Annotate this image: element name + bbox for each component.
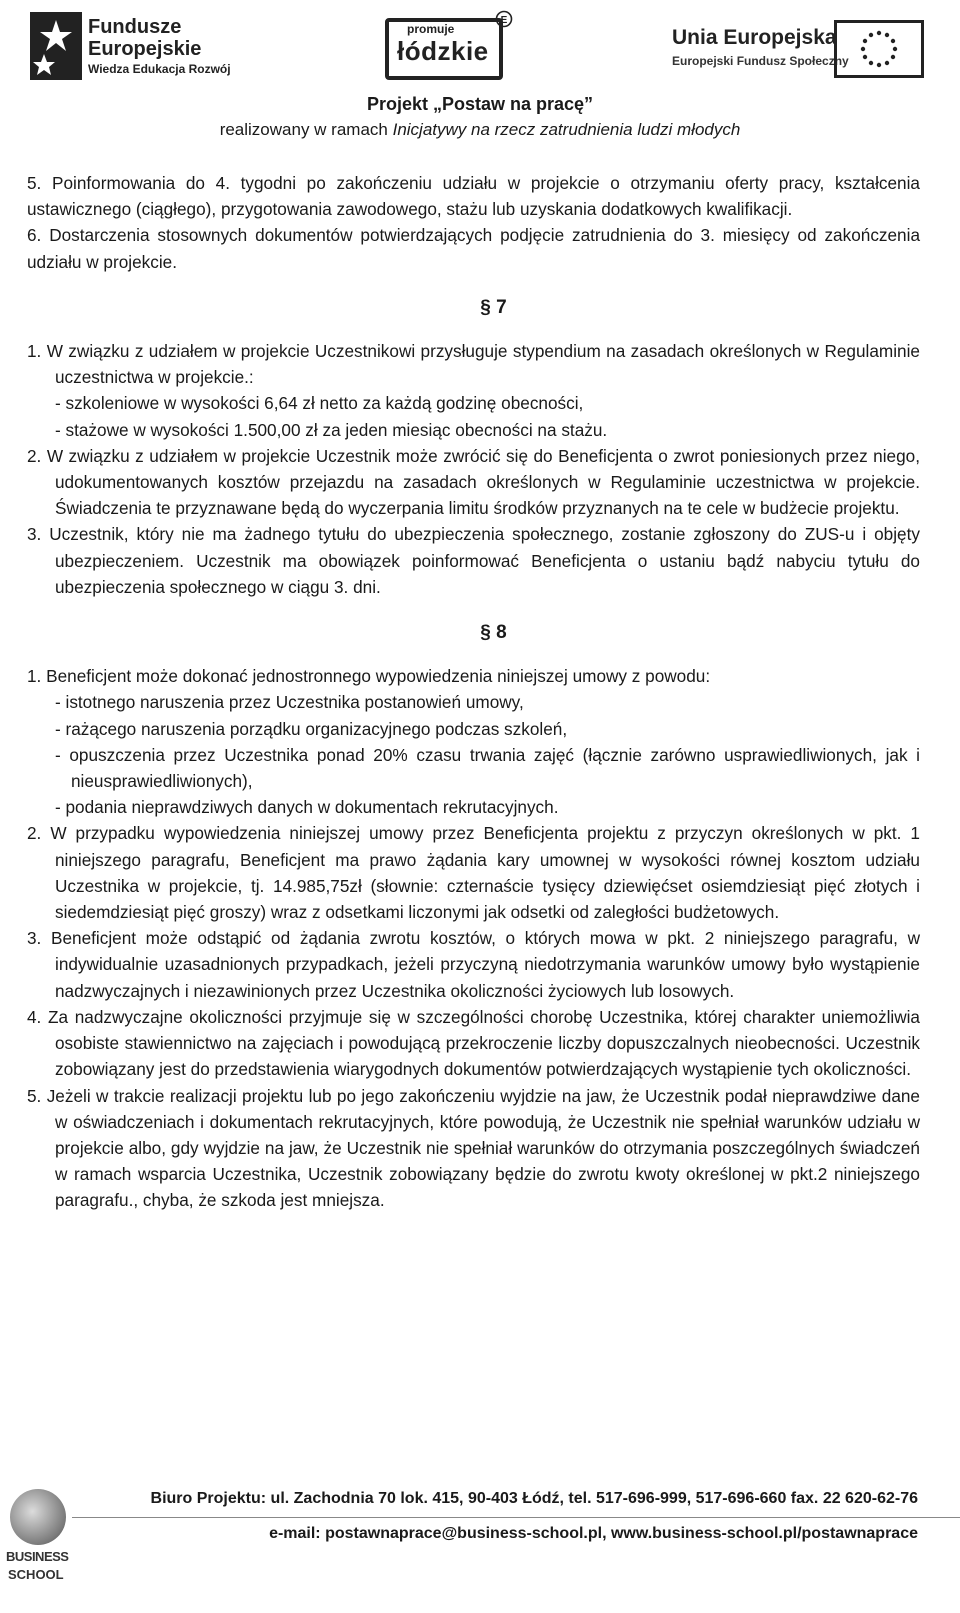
promuje-lodzkie-logo (385, 10, 515, 85)
s8-paragraph-1-item-a: - istotnego naruszenia przez Uczestnika postanowień umowy, (55, 692, 524, 713)
s8-paragraph-1-item-d: - podania nieprawdziwych danych w dokumentach rekrutacyjnych. (55, 797, 559, 818)
s8-paragraph-5: 5. Jeżeli w trakcie realizacji projektu lub po jego zakończeniu wyjdzie na jaw, że Uczestnik podał nieprawdziwe dane w oświadczeniach i dokumentach rekrutacyjnych, które powodują, że Uczestnik nie spełniał warunków udziału w projekcie albo, gdy wyjdzie na jaw, że Uczestnik nie spełniał warunków do otrzymania poszczególnych świadczeń w ramach wsparcia Uczestnika, Uczestnik zobowiązany będzie do zwrotu kwoty określonej w pkt.2 niniejszego paragrafu., chyba, że szkoda jest mniejsza. (27, 1085, 920, 1211)
page-footer (0, 1480, 960, 1613)
s7-paragraph-1: 1. W związku z udziałem w projekcie Uczestnikowi przysługuje stypendium na zasadach określonych w Regulaminie uczestnictwa w projekcie.: (27, 341, 920, 388)
s7-paragraph-3: 3. Uczestnik, który nie ma żadnego tytułu do ubezpieczenia społecznego, zostanie zgłoszony do ZUS-u i objęty ubezpieczeniem. Uczestnik ma obowiązek poinformować Beneficjenta o ustaniu bądź nabyciu tytułu do ubezpieczenia społecznego w ciągu 3. dni. (27, 524, 920, 597)
fe-stars-icon (30, 12, 82, 80)
project-subtitle-italic: Inicjatywy na rzecz zatrudnienia ludzi młodych (392, 120, 741, 139)
lodz-logo-big: łódzkie (397, 36, 489, 66)
s7-paragraph-2: 2. W związku z udziałem w projekcie Uczestnik może zwrócić się do Beneficjenta o zwrot poniesionych przez niego, udokumentowanych kosztów przejazdu na zasadach określonych w Regulaminie uczestnictwa w projekcie. Świadczenia te przyznawane będą do wyczerpania limitu środków przyznanych na te cele w budżecie projektu. (27, 445, 920, 519)
footer-contact: e-mail: postawnaprace@business-school.pl, www.business-school.pl/postawnaprace (269, 1525, 918, 1542)
s8-paragraph-2: 2. W przypadku wypowiedzenia niniejszej umowy przez Beneficjenta projektu z przyczyn określonych w pkt. 1 niniejszego paragrafu, Beneficjent ma prawo żądania kary umownej w wysokości równej kosztom udziału Uczestnika w projekcie, tj. 14.985,75zł (słownie: czternaście tysięcy dziewięćset osiemdziesiąt pięć złotych i siedemdziesiąt pięć groszy) wraz z odsetkami liczonymi jak odsetki od zaległości budżetowych. (27, 823, 920, 923)
footer-address: Biuro Projektu: ul. Zachodnia 70 lok. 415, 90-403 Łódź, tel. 517-696-999, 517-696-660 fax. 22 620-62-76 (150, 1490, 918, 1507)
svg-text:E: E (500, 15, 508, 26)
unia-europejska-logo (672, 20, 932, 80)
business-school-logo (6, 1483, 72, 1593)
bs-logo-line1: BUSINESS (6, 1549, 69, 1564)
business-school-emblem-icon (10, 1489, 66, 1545)
fundusze-europejskie-logo (30, 12, 250, 82)
document-body (27, 170, 920, 1214)
paragraph-5: 5. Poinformowania do 4. tygodni po zakończeniu udziału w projekcie o otrzymaniu oferty pracy, kształcenia ustawicznego (ciągłego), przygotowania zawodowego, stażu lub uzyskania dodatkowych kwalifikacji. (27, 173, 920, 220)
footer-divider (72, 1517, 960, 1518)
fe-logo-line3: Wiedza Edukacja Rozwój (88, 62, 231, 76)
eu-flag-icon (834, 20, 924, 78)
s8-paragraph-3: 3. Beneficjent może odstąpić od żądania zwrotu kosztów, o których mowa w pkt. 2 niniejszego paragrafu, w indywidualnie uzasadnionych przypadkach, jeżeli przyczyną niedotrzymania warunków umowy było wystąpienie nadzwyczajnych i niezawinionych przez Uczestnika okoliczności życiowych lub losowych. (27, 928, 920, 1001)
s7-paragraph-1-item-b: - stażowe w wysokości 1.500,00 zł za jeden miesiąc obecności na stażu. (55, 419, 608, 440)
fe-logo-line1: Fundusze (88, 16, 182, 38)
s8-paragraph-4: 4. Za nadzwyczajne okoliczności przyjmuje się w szczególności chorobę Uczestnika, której charakter uniemożliwia osobiste stawiennictwo na zajęciach i powodującą przekroczenie liczby dopuszczalnych nieobecności. Uczestnik zobowiązany jest do przedstawienia wiarygodnych dokumentów potwierdzających wystąpienie tych okoliczności. (27, 1006, 920, 1080)
s8-paragraph-1-item-b: - rażącego naruszenia porządku organizacyjnego podczas szkoleń, (55, 718, 568, 739)
registered-icon (495, 10, 513, 28)
bs-logo-line2: SCHOOL (8, 1567, 64, 1582)
project-subtitle (0, 120, 960, 140)
page-header (0, 0, 960, 139)
paragraph-6: 6. Dostarczenia stosownych dokumentów potwierdzających podjęcie zatrudnienia do 3. miesięcy od zakończenia udziału w projekcie. (27, 225, 920, 272)
section-7-heading: § 7 (480, 296, 507, 318)
s8-paragraph-1-item-c: - opuszczenia przez Uczestnika ponad 20% czasu trwania zajęć (łącznie zarówno usprawiedliwionych, jak i nieusprawiedliwionych), (55, 744, 920, 792)
project-subtitle-prefix: realizowany w ramach (219, 120, 393, 139)
s7-paragraph-1-item-a: - szkoleniowe w wysokości 6,64 zł netto za każdą godzinę obecności, (55, 393, 584, 414)
section-8-heading: § 8 (480, 622, 507, 644)
project-title: Projekt „Postaw na pracę” (366, 94, 594, 114)
lodz-logo-small: promuje (407, 22, 455, 36)
s8-paragraph-1: 1. Beneficjent może dokonać jednostronnego wypowiedzenia niniejszej umowy z powodu: (27, 666, 711, 687)
ue-logo-line1: Unia Europejska (672, 26, 837, 49)
ue-logo-line2: Europejski Fundusz Społeczny (672, 54, 849, 68)
fe-logo-line2: Europejskie (88, 38, 202, 60)
